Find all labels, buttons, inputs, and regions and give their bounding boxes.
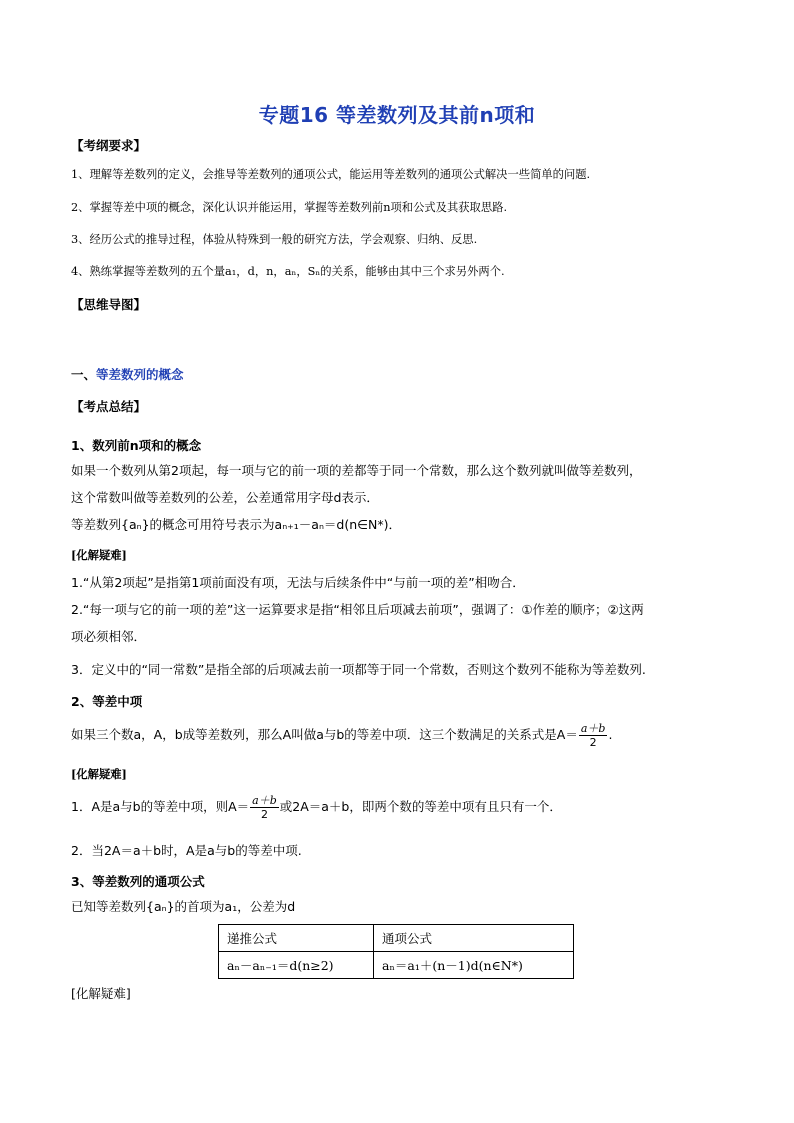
concept-note-2-cont: 项必须相邻． bbox=[71, 629, 147, 644]
concept-heading: 1、数列前n项和的概念 bbox=[71, 438, 202, 453]
resolve-label-3: [化解疑难] bbox=[71, 986, 131, 1001]
requirement-4: 4、熟练掌握等差数列的五个量a₁，d，n，aₙ，Sₙ的关系，能够由其中三个求另外两个. bbox=[71, 265, 505, 278]
concept-note-3: 3．定义中的“同一常数”是指全部的后项减去前一项都等于同一个常数，否则这个数列不能称为等差数列. bbox=[71, 662, 646, 677]
general-term-heading: 3、等差数列的通项公式 bbox=[71, 874, 205, 889]
table-row bbox=[219, 952, 574, 979]
general-term-line: 已知等差数列{aₙ}的首项为a₁，公差为d bbox=[71, 899, 296, 914]
middle-term-definition: 如果三个数a，A，b成等差数列，那么A叫做a与b的等差中项．这三个数满足的关系式是A＝ $\frac{a+b}{2}$ . bbox=[71, 722, 613, 749]
section-1-heading bbox=[71, 366, 184, 384]
concept-note-2: 2.“每一项与它的前一项的差”这一运算要求是指“相邻且后项减去前项”，强调了：①作差的顺序；②这两 bbox=[71, 602, 644, 617]
fraction-a-plus-b-over-2-note bbox=[250, 794, 279, 821]
mindmap-heading: 【思维导图】 bbox=[71, 297, 147, 312]
requirement-2: 2、掌握等差中项的概念，深化认识并能运用，掌握等差数列前n项和公式及其获取思路. bbox=[71, 201, 508, 214]
concept-note-1: 1.“从第2项起”是指第1项前面没有项，无法与后续条件中“与前一项的差”相吻合． bbox=[71, 575, 525, 590]
table-cell-recursive: aₙ－aₙ₋₁＝d(n≥2) bbox=[219, 952, 374, 979]
resolve-label-2: [化解疑难] bbox=[71, 767, 127, 781]
concept-line-2: 这个常数叫做等差数列的公差，公差通常用字母d表示． bbox=[71, 490, 379, 505]
fraction-a-plus-b-over-2 bbox=[579, 722, 608, 749]
fraction-denominator: 2 bbox=[589, 736, 597, 749]
fraction-denominator: 2 bbox=[260, 808, 268, 821]
middle-term-note-1-b: 或2A＝a＋b，即两个数的等差中项有且只有一个． bbox=[279, 799, 562, 814]
section-1-prefix: 一、 bbox=[71, 367, 97, 382]
requirement-3: 3、经历公式的推导过程，体验从特殊到一般的研究方法，学会观察、归纳、反思. bbox=[71, 233, 478, 246]
concept-line-3: 等差数列{aₙ}的概念可用符号表示为aₙ₊₁－aₙ＝d(n∈N*)． bbox=[71, 517, 402, 532]
fraction-numerator: a＋b bbox=[252, 794, 277, 807]
formula-table bbox=[218, 924, 574, 979]
resolve-label-1: [化解疑难] bbox=[71, 548, 127, 562]
middle-term-note-1 bbox=[71, 794, 562, 821]
table-header-row bbox=[219, 925, 574, 952]
table-header-recursive: 递推公式 bbox=[219, 925, 374, 952]
table-cell-general: aₙ＝a₁＋(n－1)d(n∈N*) bbox=[374, 952, 574, 979]
fraction-numerator: a＋b bbox=[580, 722, 606, 735]
middle-term-heading: 2、等差中项 bbox=[71, 694, 143, 709]
requirement-1: 1、理解等差数列的定义，会推导等差数列的通项公式，能运用等差数列的通项公式解决一些简单的问题. bbox=[71, 168, 591, 181]
page-title: 专题16 等差数列及其前n项和 bbox=[258, 103, 536, 127]
middle-term-note-2: 2．当2A＝a＋b时，A是a与b的等差中项. bbox=[71, 843, 302, 858]
table-header-general: 通项公式 bbox=[374, 925, 574, 952]
summary-heading: 【考点总结】 bbox=[71, 399, 147, 414]
section-1-title: 等差数列的概念 bbox=[96, 367, 184, 382]
outline-heading: 【考纲要求】 bbox=[71, 138, 147, 153]
middle-term-text: 如果三个数a，A，b成等差数列，那么A叫做a与b的等差中项．这三个数满足的关系式是A＝ bbox=[71, 727, 578, 742]
concept-line-1: 如果一个数列从第2项起，每一项与它的前一项的差都等于同一个常数，那么这个数列就叫做等差数列， bbox=[71, 463, 642, 478]
middle-term-note-1-a: 1．A是a与b的等差中项，则A＝ bbox=[71, 799, 250, 814]
